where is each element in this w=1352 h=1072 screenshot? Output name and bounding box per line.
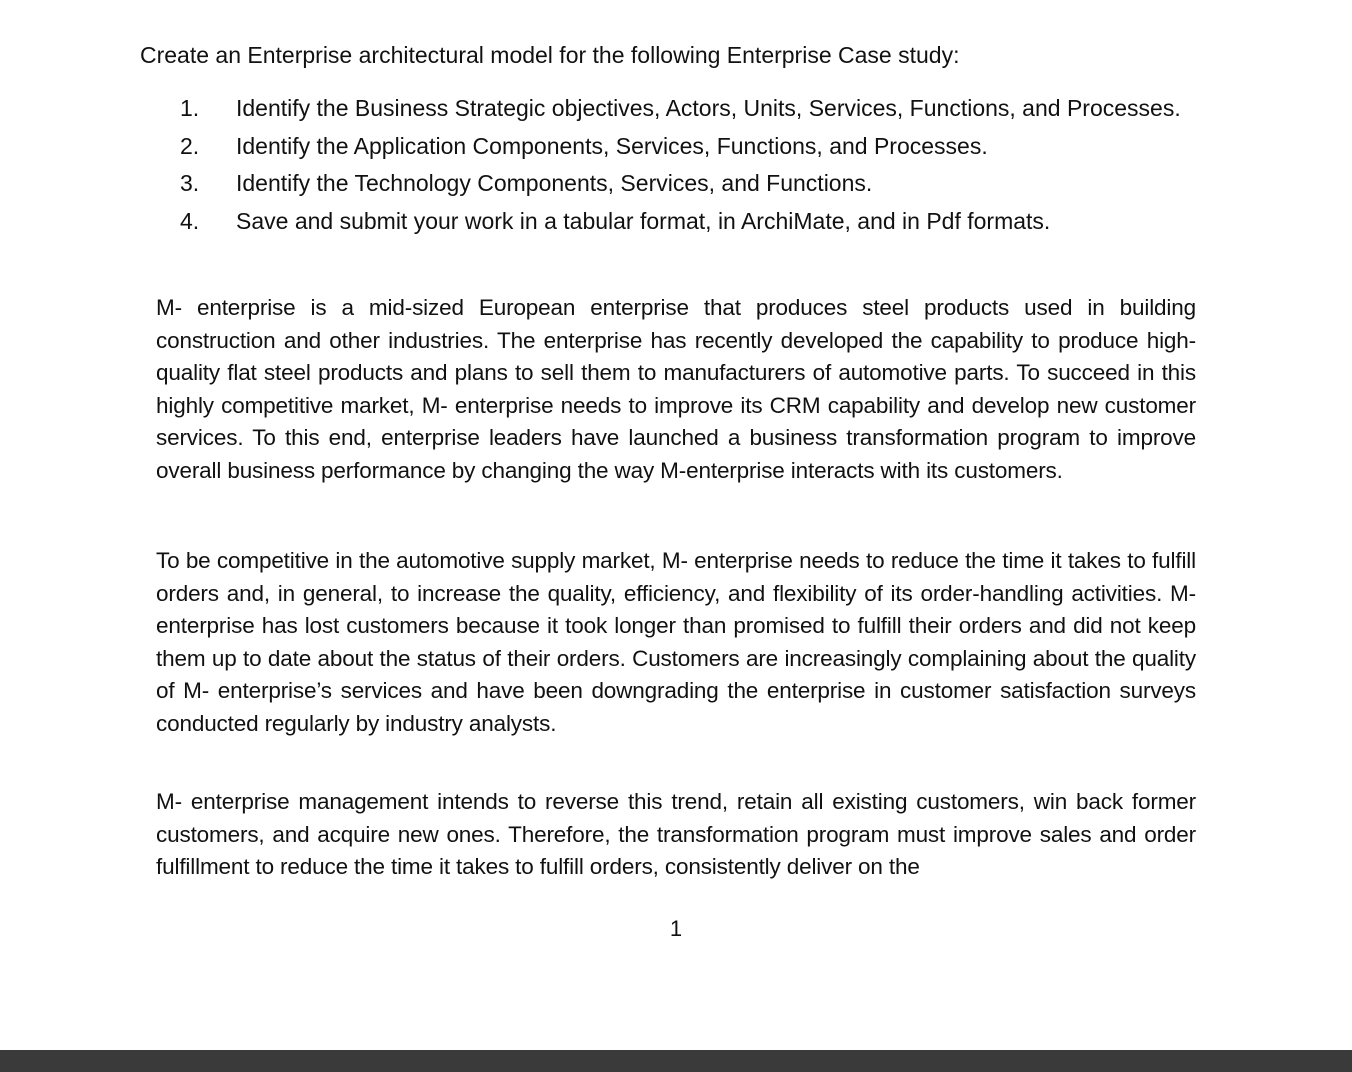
task-text: Identify the Business Strategic objectives, Actors, Units, Services, Functions, and Processes. (236, 95, 1181, 121)
case-study-paragraph-1: M- enterprise is a mid-sized European enterprise that produces steel products used in building construction and other industries. The enterprise has recently developed the capability to produce high-quality flat steel products and plans to sell them to manufacturers of automotive parts. To succeed in this highly competitive market, M- enterprise needs to improve its CRM capability and develop new customer services. To this end, enterprise leaders have launched a business transformation program to improve overall business performance by changing the way M-enterprise interacts with its customers. (156, 295, 1196, 483)
page-number: 1 (669, 916, 683, 941)
task-item-2 (180, 130, 1181, 168)
task-text: Identify the Application Components, Services, Functions, and Processes. (236, 132, 988, 159)
task-number: 1. (180, 95, 200, 121)
task-number: 3. (180, 170, 200, 196)
task-item-1 (180, 92, 1181, 130)
task-item-3 (180, 167, 1181, 205)
task-item-4 (180, 205, 1181, 243)
task-list (180, 92, 1181, 242)
task-text: Identify the Technology Components, Services, and Functions. (236, 170, 873, 196)
task-text: Save and submit your work in a tabular format, in ArchiMate, and in Pdf formats. (236, 207, 1051, 234)
intro-text: Create an Enterprise architectural model for the following Enterprise Case study: (140, 42, 960, 68)
bottom-bar (0, 1050, 1352, 1072)
task-number: 2. (180, 132, 200, 159)
case-study-paragraph-2: To be competitive in the automotive supply market, M- enterprise needs to reduce the time it takes to fulfill orders and, in general, to increase the quality, efficiency, and flexibility of its order-handling activities. M- enterprise has lost customers because it took longer than promised to fulfill their orders and did not keep them up to date about the status of their orders. Customers are increasingly complaining about the quality of M- enterprise’s services and have been downgrading the enterprise in customer satisfaction surveys conducted regularly by industry analysts. (156, 548, 1196, 736)
task-number: 4. (180, 207, 200, 234)
case-study-paragraph-3: M- enterprise management intends to reverse this trend, retain all existing customers, win back former customers, and acquire new ones. Therefore, the transformation program must improve sales and order fulfillment to reduce the time it takes to fulfill orders, consistently deliver on the (156, 789, 1196, 879)
